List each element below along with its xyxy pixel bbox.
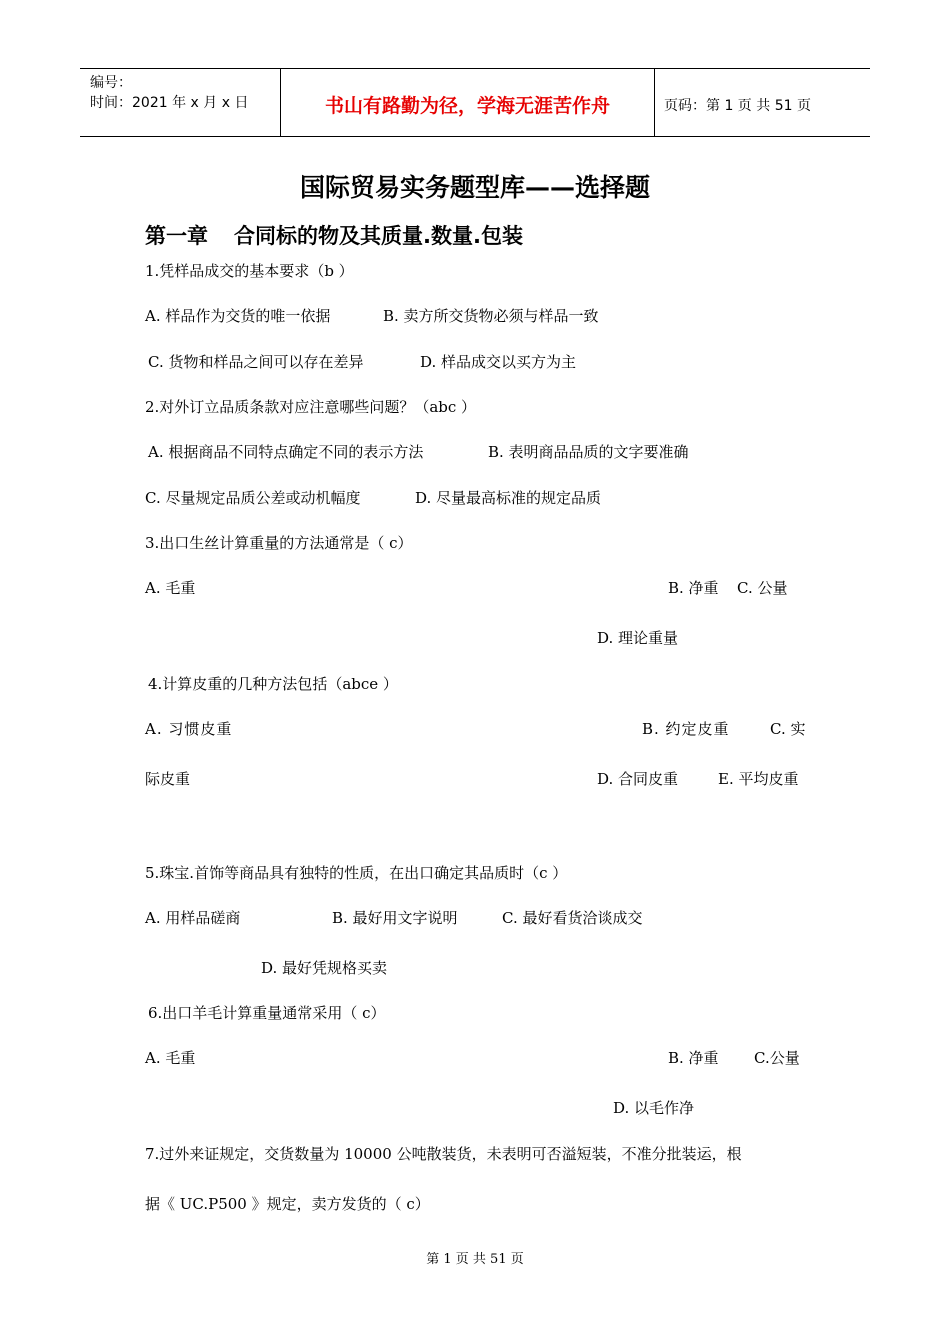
option-d: D. 最好凭规格买卖 — [261, 959, 388, 977]
motto-text: 书山有路勤为径，学海无涯苦作舟 — [324, 95, 610, 117]
page-info: 页码：第 1 页 共 51 页 — [664, 98, 811, 114]
option-c: C. 尽量规定品质公差或动机幅度 — [145, 489, 361, 507]
header-meta-cell — [80, 69, 280, 136]
number-label: 编号： — [90, 75, 132, 91]
option-c: C. 货物和样品之间可以存在差异 — [148, 353, 364, 371]
question-stem: 3.出口生丝计算重量的方法通常是（ c） — [145, 534, 413, 552]
option-a: A. 习惯皮重 — [145, 720, 233, 738]
page-footer: 第 1 页 共 51 页 — [426, 1252, 524, 1267]
question-stem: 7.过外来证规定，交货数量为 10000 公吨散装货，未表明可否溢短装，不准分批装运，根 — [145, 1145, 742, 1163]
header-motto-cell — [280, 69, 655, 136]
option-b: B. 净重 — [668, 1049, 719, 1067]
question-stem: 6.出口羊毛计算重量通常采用（ c） — [148, 1004, 386, 1022]
option-c-continued: 际皮重 — [145, 770, 191, 788]
chapter-name: 合同标的物及其质量.数量.包装 — [234, 224, 523, 248]
option-a: A. 毛重 — [145, 579, 196, 597]
option-c: C. 实 — [770, 720, 806, 738]
document-title: 国际贸易实务题型库——选择题 — [299, 173, 650, 202]
option-d: D. 以毛作净 — [613, 1099, 695, 1117]
question-stem: 5.珠宝.首饰等商品具有独特的性质，在出口确定其品质时（c ） — [145, 864, 568, 882]
question-stem: 2.对外订立品质条款对应注意哪些问题？（abc ） — [145, 398, 477, 416]
question-stem: 4.计算皮重的几种方法包括（abce ） — [148, 675, 398, 693]
option-b: B. 约定皮重 — [642, 720, 730, 738]
option-a: A. 根据商品不同特点确定不同的表示方法 — [148, 443, 424, 461]
option-b: B. 最好用文字说明 — [332, 909, 458, 927]
option-c: C. 最好看货洽谈成交 — [502, 909, 643, 927]
question-stem: 1.凭样品成交的基本要求（b ） — [145, 262, 354, 280]
option-b: B. 卖方所交货物必须与样品一致 — [383, 307, 599, 325]
option-a: A. 用样品磋商 — [145, 909, 241, 927]
question-stem-continued: 据《 UC.P500 》规定，卖方发货的（ c） — [145, 1195, 430, 1213]
page-header — [80, 68, 870, 137]
time-label: 时间：2021 年 x 月 x 日 — [90, 95, 249, 111]
option-d: D. 尽量最高标准的规定品质 — [415, 489, 602, 507]
header-page-cell — [654, 69, 870, 136]
option-d: D. 样品成交以买方为主 — [420, 353, 577, 371]
option-e: E. 平均皮重 — [718, 770, 799, 788]
option-d: D. 合同皮重 — [597, 770, 679, 788]
option-a: A. 毛重 — [145, 1049, 196, 1067]
chapter-heading — [145, 220, 523, 250]
option-a: A. 样品作为交货的唯一依据 — [145, 307, 331, 325]
option-c: C. 公量 — [737, 579, 788, 597]
option-b: B. 净重 — [668, 579, 719, 597]
option-d: D. 理论重量 — [597, 629, 679, 647]
chapter-number: 第一章 — [145, 224, 208, 248]
option-b: B. 表明商品品质的文字要准确 — [488, 443, 689, 461]
option-c: C.公量 — [754, 1049, 800, 1067]
